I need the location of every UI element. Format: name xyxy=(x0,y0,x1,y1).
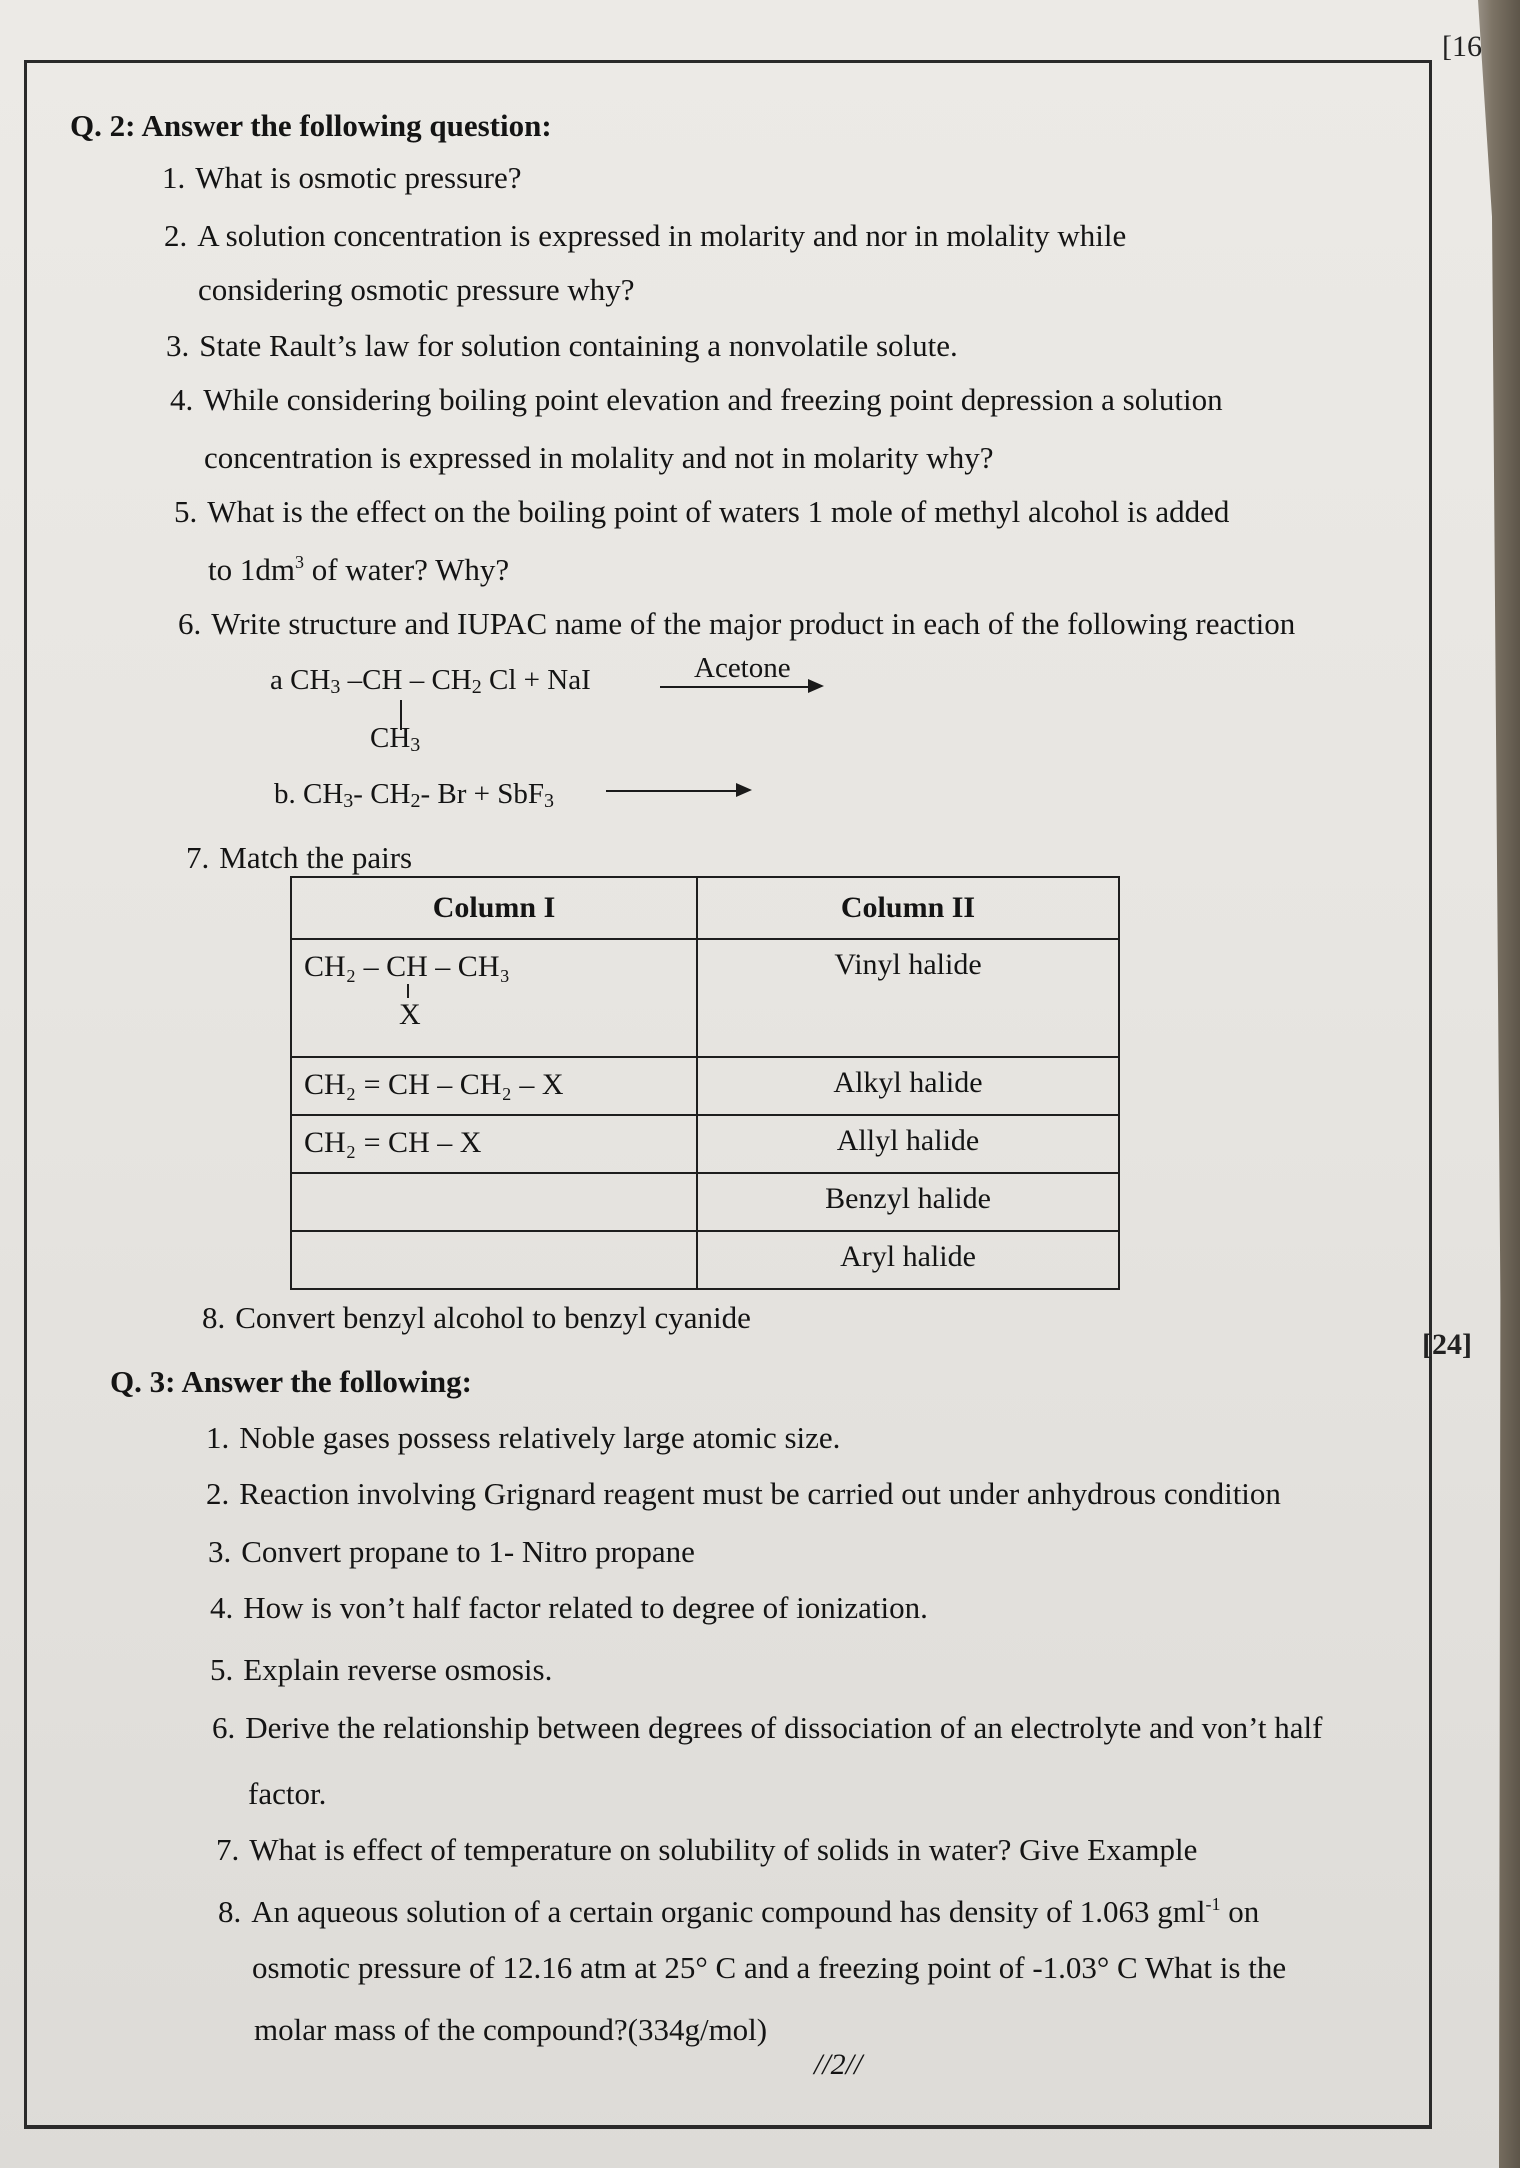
q3-item-1: 1. Noble gases possess relatively large atomic size. xyxy=(206,1420,841,1455)
q3-item-8-cont-2: molar mass of the compound?(334g/mol) xyxy=(254,2012,768,2047)
match-cell-col2: Alkyl halide xyxy=(697,1057,1119,1115)
reaction-a-branch: $CH_3$ xyxy=(370,722,421,756)
q2-item-2-cont: considering osmotic pressure why? xyxy=(198,272,635,307)
q2-item-7: 7. Match the pairs xyxy=(186,840,413,875)
q3-item-7: 7. What is effect of temperature on solubility of solids in water? Give Example xyxy=(216,1832,1198,1867)
col1-header: Column I xyxy=(291,877,697,939)
match-cell-col1: CH₂ = CH – CH₂ – X xyxy=(291,1057,697,1115)
match-cell-col2: Vinyl halide xyxy=(697,939,1119,1057)
match-table xyxy=(290,876,1120,1290)
q2-item-4-cont: concentration is expressed in molality and not in molarity why? xyxy=(204,440,994,475)
q3-item-6-cont: factor. xyxy=(248,1776,327,1811)
table-row xyxy=(291,1173,1119,1231)
q2-item-6: 6. Write structure and IUPAC name of the major product in each of the following reaction xyxy=(178,606,1296,641)
match-cell-col1: CH₂ – CH – CH₃ X xyxy=(291,939,697,1057)
q3-item-2: 2. Reaction involving Grignard reagent must be carried out under anhydrous condition xyxy=(206,1476,1281,1511)
table-row xyxy=(291,1057,1119,1115)
q3-heading: Q. 3: Answer the following: xyxy=(110,1364,472,1399)
table-row xyxy=(291,1115,1119,1173)
match-table-header xyxy=(291,877,1119,939)
table-row xyxy=(291,939,1119,1057)
match-cell-col1 xyxy=(291,1173,697,1231)
q2-item-1: 1. What is osmotic pressure? xyxy=(162,160,522,195)
reaction-a-arrow-head xyxy=(808,679,824,693)
q2-item-5: 5. What is the effect on the boiling point of waters 1 mole of methyl alcohol is added xyxy=(174,494,1230,529)
match-cell-col1: CH₂ = CH – X xyxy=(291,1115,697,1173)
q2-item-2: 2. A solution concentration is expressed in molarity and nor in molality while xyxy=(164,218,1127,253)
q3-marks: [24] xyxy=(1422,1328,1472,1361)
q2-heading: Q. 2: Answer the following question: xyxy=(70,108,552,143)
page-marker: //2// xyxy=(814,2048,863,2081)
match-cell-col1 xyxy=(291,1231,697,1289)
col2-header: Column II xyxy=(697,877,1119,939)
q2-item-4: 4. While considering boiling point elevation and freezing point depression a solution xyxy=(170,382,1223,417)
q3-item-4: 4. How is von’t half factor related to degree of ionization. xyxy=(210,1590,928,1625)
q3-item-3: 3. Convert propane to 1- Nitro propane xyxy=(208,1534,695,1569)
match-cell-col2: Aryl halide xyxy=(697,1231,1119,1289)
reaction-b-arrow xyxy=(606,790,738,792)
reaction-a-equation: a $CH_3$ $-CH - CH_2$ Cl + NaI xyxy=(270,664,591,698)
q3-item-8-cont-1: osmotic pressure of 12.16 atm at 25° C and a freezing point of -1.03° C What is the xyxy=(252,1950,1287,1985)
reaction-b-equation: b. $CH_3-$ $CH_2-$ Br + SbF$_3$ xyxy=(274,778,555,812)
q2-item-3: 3. State Rault’s law for solution containing a nonvolatile solute. xyxy=(166,328,958,363)
reaction-b-arrow-head xyxy=(736,783,752,797)
q3-item-5: 5. Explain reverse osmosis. xyxy=(210,1652,553,1687)
match-cell-col2: Allyl halide xyxy=(697,1115,1119,1173)
q3-item-6: 6. Derive the relationship between degrees of dissociation of an electrolyte and von’t half xyxy=(212,1710,1323,1745)
bond-line xyxy=(407,984,409,998)
reaction-a-arrow xyxy=(660,686,810,688)
reaction-a-reagent: Acetone xyxy=(694,652,791,684)
q2-marks: [16 xyxy=(1442,30,1482,63)
q2-item-8: 8. Convert benzyl alcohol to benzyl cyanide xyxy=(202,1300,751,1335)
q2-item-5-cont: to $1dm^3$ of water? Why? xyxy=(208,552,510,587)
q3-item-8: 8. An aqueous solution of a certain organic compound has density of 1.063 gml$^{-1}$ on xyxy=(218,1894,1260,1929)
table-row xyxy=(291,1231,1119,1289)
match-cell-col2: Benzyl halide xyxy=(697,1173,1119,1231)
